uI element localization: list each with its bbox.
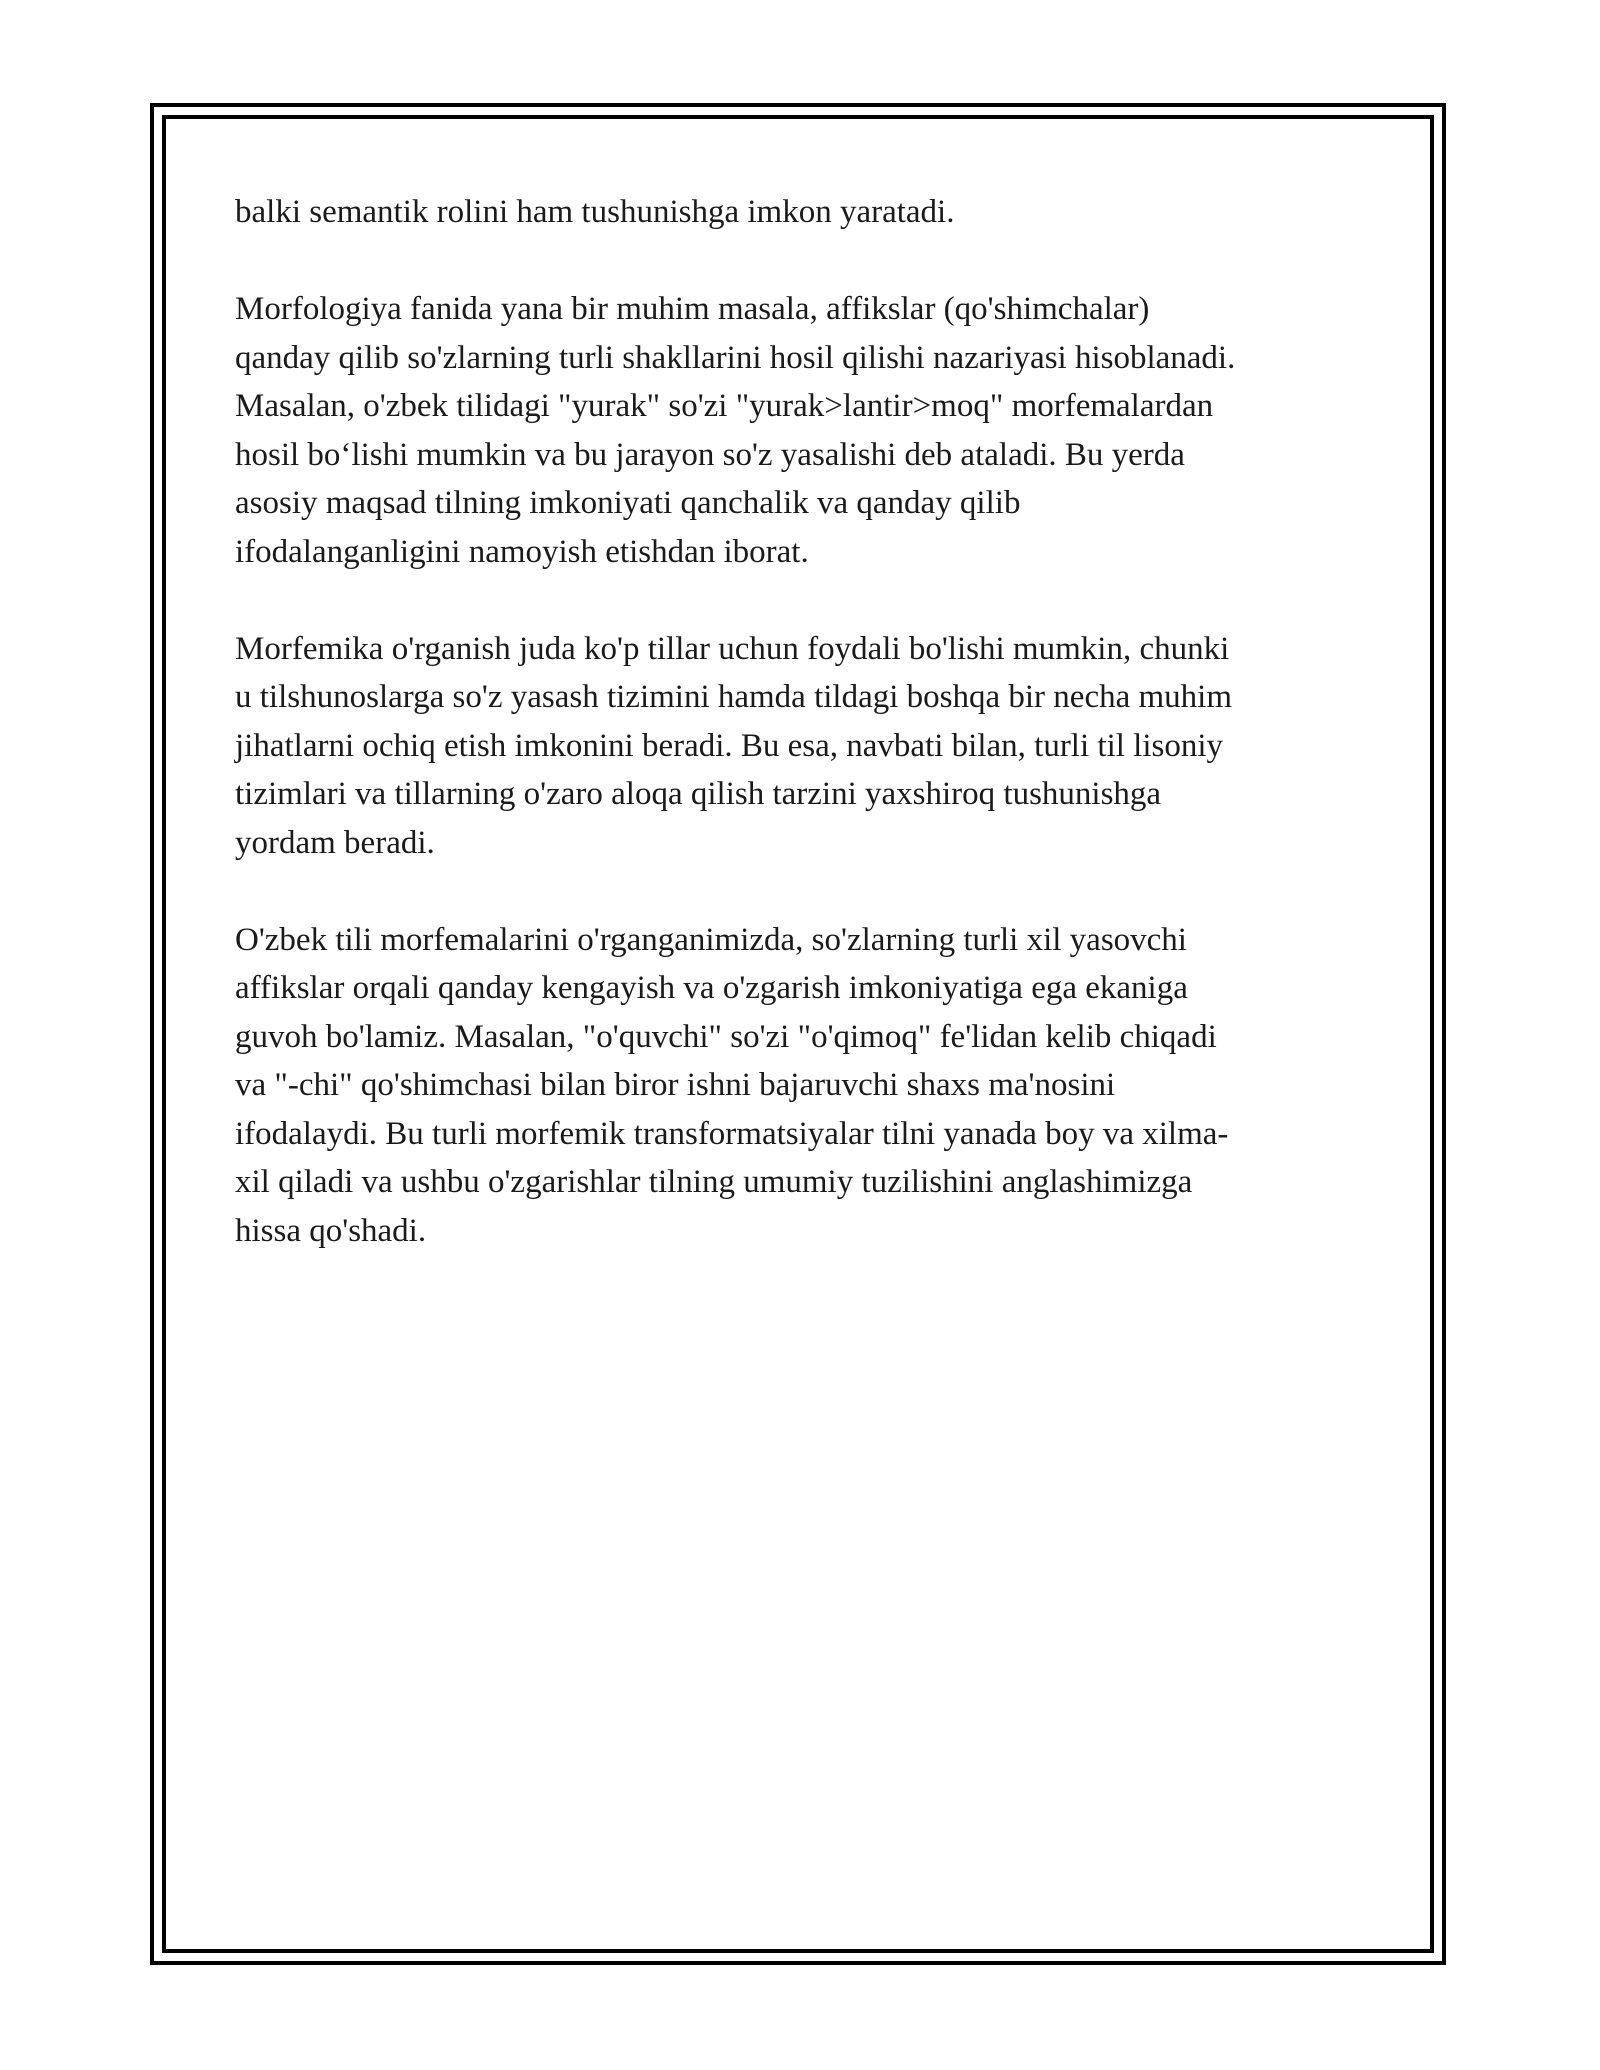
text-line: hosil bo‘lishi mumkin va bu jarayon so'z yasalishi deb ataladi. Bu yerda: [235, 436, 1185, 473]
text-line: u tilshunoslarga so'z yasash tizimini hamda tildagi boshqa bir necha muhim: [235, 679, 1232, 715]
paragraph-1: [235, 188, 1375, 237]
text-line: Masalan, o'zbek tilidagi "yurak" so'zi "yurak>lantir>moq" morfemalardan: [235, 388, 1214, 424]
text-line: affikslar orqali qanday kengayish va o'zgarish imkoniyatiga ega ekaniga: [235, 970, 1188, 1006]
text-line: qanday qilib so'zlarning turli shakllarini hosil qilishi nazariyasi hisoblanadi.: [235, 339, 1236, 376]
text-line: tizimlari va tillarning o'zaro aloqa qilish tarzini yaxshiroq tushunishga: [235, 776, 1162, 812]
text-line: xil qiladi va ushbu o'zgarishlar tilning umumiy tuzilishini anglashimizga: [235, 1164, 1193, 1200]
text-line: ifodalanganligini namoyish etishdan iborat.: [235, 533, 809, 570]
text-line: balki semantik rolini ham tushunishga imkon yaratadi.: [235, 194, 955, 230]
text-line: Morfologiya fanida yana bir muhim masala, affikslar (qo'shimchalar): [235, 291, 1150, 327]
text-line: jihatlarni ochiq etish imkonini beradi. Bu esa, navbati bilan, turli til lisoniy: [235, 727, 1224, 764]
text-line: guvoh bo'lamiz. Masalan, "o'quvchi" so'zi "o'qimoq" fe'lidan kelib chiqadi: [235, 1018, 1217, 1055]
paragraph-4: [235, 916, 1375, 1256]
paragraph-3: [235, 625, 1375, 868]
text-line: Morfemika o'rganish juda ko'p tillar uchun foydali bo'lishi mumkin, chunki: [235, 630, 1230, 667]
text-line: va "-chi" qo'shimchasi bilan biror ishni bajaruvchi shaxs ma'nosini: [235, 1067, 1116, 1103]
text-line: O'zbek tili morfemalarini o'rganganimizda, so'zlarning turli xil yasovchi: [235, 921, 1187, 958]
paragraph-2: [235, 285, 1375, 576]
text-line: yordam beradi.: [235, 824, 435, 861]
text-line: ifodalaydi. Bu turli morfemik transformatsiyalar tilni yanada boy va xilma-: [235, 1115, 1229, 1152]
document-body: [235, 188, 1375, 1304]
text-line: asosiy maqsad tilning imkoniyati qanchalik va qanday qilib: [235, 485, 1021, 521]
text-line: hissa qo'shadi.: [235, 1212, 427, 1249]
